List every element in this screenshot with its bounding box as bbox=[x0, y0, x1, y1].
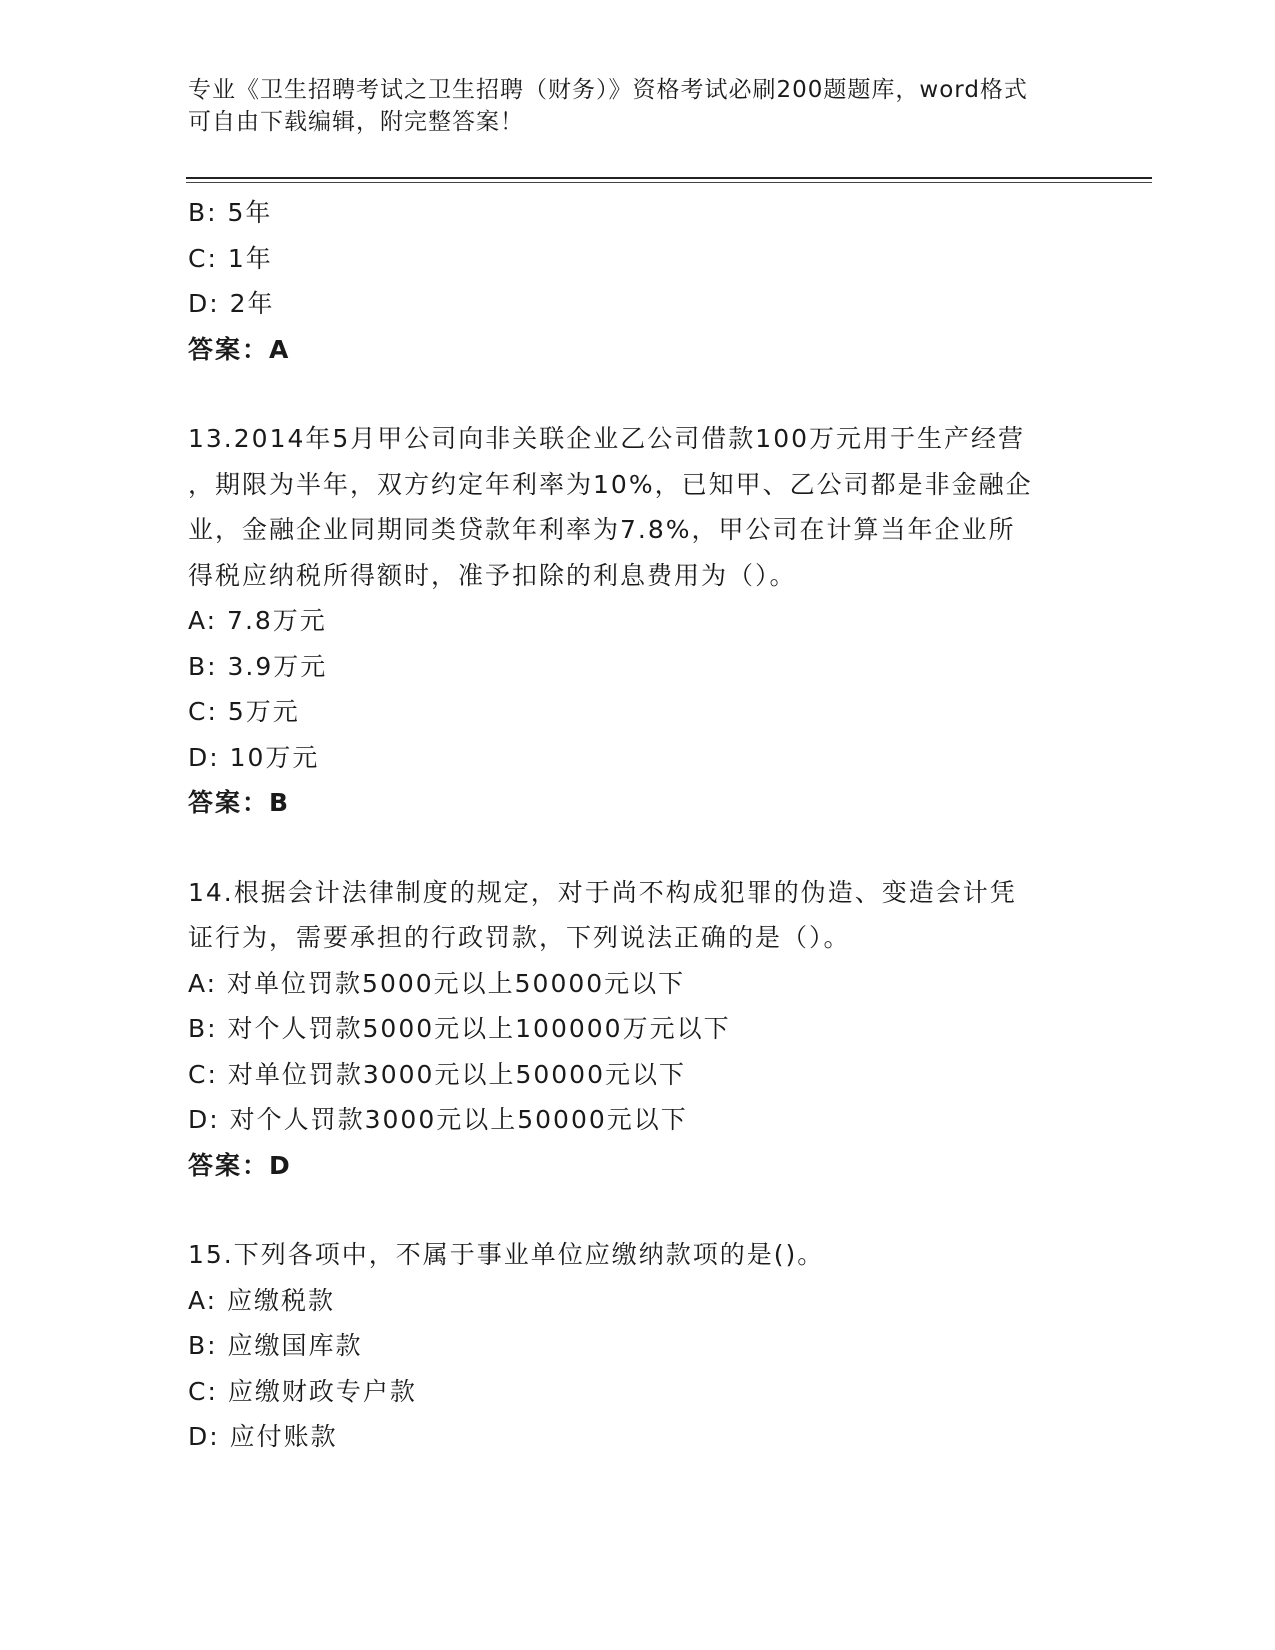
question-text bbox=[188, 870, 1088, 961]
question-line: 15.下列各项中，不属于事业单位应缴纳款项的是()。 bbox=[188, 1240, 825, 1269]
option-c: C: 1年 bbox=[188, 243, 273, 273]
header-line-2: 可自由下载编辑，附完整答案！ bbox=[188, 109, 524, 135]
option-b: B: 5年 bbox=[188, 198, 273, 227]
option-d: D: 对个人罚款3000元以上50000元以下 bbox=[188, 1105, 688, 1134]
option-d: D: 10万元 bbox=[188, 742, 320, 772]
option-b: B: 3.9万元 bbox=[188, 651, 328, 681]
header-rule-thick bbox=[186, 177, 1152, 179]
question-13 bbox=[188, 416, 1088, 826]
header-rule-thin bbox=[186, 182, 1152, 183]
question-text bbox=[188, 416, 1088, 598]
option-a: A: 7.8万元 bbox=[188, 606, 327, 635]
answer: 答案：A bbox=[188, 334, 291, 364]
answer: 答案：D bbox=[188, 1150, 292, 1180]
question-line: 14.根据会计法律制度的规定，对于尚不构成犯罪的伪造、变造会计凭 bbox=[188, 877, 1017, 907]
question-line: 13.2014年5月甲公司向非关联企业乙公司借款100万元用于生产经营 bbox=[188, 424, 1026, 453]
question-text bbox=[188, 1232, 1088, 1278]
document-body bbox=[188, 190, 1088, 1460]
question-15 bbox=[188, 1232, 1088, 1460]
option-b: B: 应缴国库款 bbox=[188, 1331, 363, 1360]
option-a: A: 应缴税款 bbox=[188, 1285, 336, 1315]
option-c: C: 对单位罚款3000元以上50000元以下 bbox=[188, 1059, 686, 1089]
question-line: 业，金融企业同期同类贷款年利率为7.8%，甲公司在计算当年企业所 bbox=[188, 515, 1016, 544]
document-header bbox=[188, 74, 1088, 138]
option-d: D: 应付账款 bbox=[188, 1422, 338, 1451]
question-line: ，期限为半年，双方约定年利率为10%，已知甲、乙公司都是非金融企 bbox=[188, 469, 1033, 499]
option-c: C: 应缴财政专户款 bbox=[188, 1376, 417, 1406]
option-a: A: 对单位罚款5000元以上50000元以下 bbox=[188, 968, 686, 998]
question-14 bbox=[188, 870, 1088, 1189]
answer: 答案：B bbox=[188, 788, 291, 817]
question-line: 得税应纳税所得额时，准予扣除的利息费用为（）。 bbox=[188, 560, 797, 590]
option-c: C: 5万元 bbox=[188, 697, 300, 726]
question-line: 证行为，需要承担的行政罚款，下列说法正确的是（）。 bbox=[188, 923, 851, 952]
option-b: B: 对个人罚款5000元以上100000万元以下 bbox=[188, 1014, 731, 1043]
option-d: D: 2年 bbox=[188, 289, 275, 318]
header-line-1: 专业《卫生招聘考试之卫生招聘（财务）》资格考试必刷200题题库，word格式 bbox=[188, 77, 1028, 103]
question-12-continued bbox=[188, 190, 1088, 372]
